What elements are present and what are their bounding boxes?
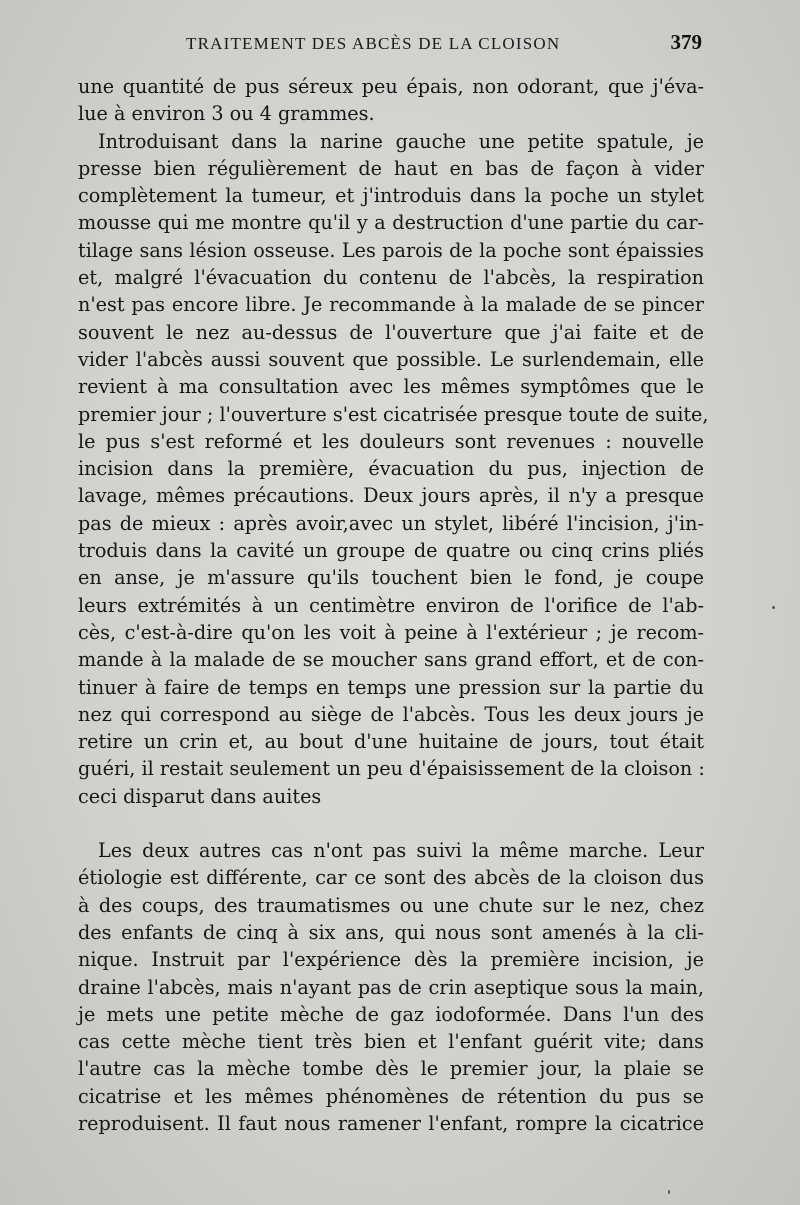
text-line: je mets une petite mèche de gaz iodoformée. Dans l'un des (78, 1002, 704, 1026)
text-line: cès, c'est-à-dire qu'on les voit à peine à l'extérieur ; je recom- (78, 620, 704, 644)
text-line: nez qui correspond au siège de l'abcès. Tous les deux jours je (78, 702, 704, 726)
text-line: cas cette mèche tient très bien et l'enfant guérit vite; dans (78, 1030, 704, 1054)
text-line: Les deux autres cas n'ont pas suivi la même marche. Leur (98, 839, 704, 863)
text-line: troduis dans la cavité un groupe de quatre ou cinq crins pliés (78, 539, 704, 563)
text-line: souvent le nez au-dessus de l'ouverture que j'ai faite et de (78, 320, 704, 344)
text-line: Introduisant dans la narine gauche une petite spatule, je (98, 129, 704, 153)
text-line: à des coups, des traumatismes ou une chute sur le nez, chez (78, 893, 704, 917)
text-line: n'est pas encore libre. Je recommande à la malade de se pincer (78, 293, 704, 317)
text-line: presse bien régulièrement de haut en bas de façon à vider (78, 156, 704, 180)
text-line: ceci disparut dans auites (78, 784, 322, 808)
text-line: retire un crin et, au bout d'une huitaine de jours, tout était (78, 730, 704, 754)
text-line: complètement la tumeur, et j'introduis dans la poche un stylet (78, 184, 704, 208)
text-line: et, malgré l'évacuation du contenu de l'abcès, la respiration (78, 266, 704, 290)
text-line: pas de mieux : après avoir,avec un stylet, libéré l'incision, j'in- (78, 511, 704, 535)
paragraph-3 (78, 837, 704, 1137)
body-text (78, 73, 709, 1137)
text-line: l'autre cas la mèche tombe dès le premier jour, la plaie se (78, 1057, 704, 1081)
running-title: TRAITEMENT DES ABCÈS DE LA CLOISON (186, 34, 561, 53)
text-line: lavage, mêmes précautions. Deux jours après, il n'y a presque (78, 484, 704, 508)
text-line: lue à environ 3 ou 4 grammes. (78, 102, 375, 126)
paragraph-1 (78, 73, 704, 128)
text-line: tinuer à faire de temps en temps une pression sur la partie du (78, 675, 704, 699)
text-line: le pus s'est reformé et les douleurs sont revenues : nouvelle (78, 429, 704, 453)
paragraph-gap (78, 810, 704, 837)
text-line: premier jour ; l'ouverture s'est cicatrisée presque toute de suite, (78, 402, 709, 426)
text-line: des enfants de cinq à six ans, qui nous sont amenés à la cli- (78, 920, 704, 944)
text-line: leurs extrémités à un centimètre environ de l'orifice de l'ab- (78, 593, 704, 617)
text-line: tilage sans lésion osseuse. Les parois de la poche sont épaissies (78, 238, 704, 262)
ink-speck (772, 606, 775, 609)
text-line: guéri, il restait seulement un peu d'épaisissement de la cloison : (78, 757, 705, 781)
ink-speck (668, 1190, 670, 1194)
text-line: nique. Instruit par l'expérience dès la première incision, je (78, 948, 704, 972)
text-line: mousse qui me montre qu'il y a destruction d'une partie du car- (78, 211, 704, 235)
text-line: étiologie est différente, car ce sont des abcès de la cloison dus (78, 866, 704, 890)
text-line: une quantité de pus séreux peu épais, non odorant, que j'éva- (78, 75, 704, 98)
text-line: mande à la malade de se moucher sans grand effort, et de con- (78, 648, 704, 672)
text-line: vider l'abcès aussi souvent que possible. Le surlendemain, elle (78, 347, 704, 371)
text-line: incision dans la première, évacuation du pus, injection de (78, 457, 704, 481)
text-line: reproduisent. Il faut nous ramener l'enfant, rompre la cicatrice (78, 1111, 704, 1135)
text-line: draine l'abcès, mais n'ayant pas de crin aseptique sous la main, (78, 975, 704, 999)
text-line: revient à ma consultation avec les mêmes symptômes que le (78, 375, 704, 399)
paragraph-2 (78, 128, 709, 810)
page-header (78, 30, 702, 64)
text-line: cicatrise et les mêmes phénomènes de rétention du pus se (78, 1084, 704, 1108)
text-line: en anse, je m'assure qu'ils touchent bien le fond, je coupe (78, 566, 704, 590)
page-number: 379 (670, 30, 702, 54)
